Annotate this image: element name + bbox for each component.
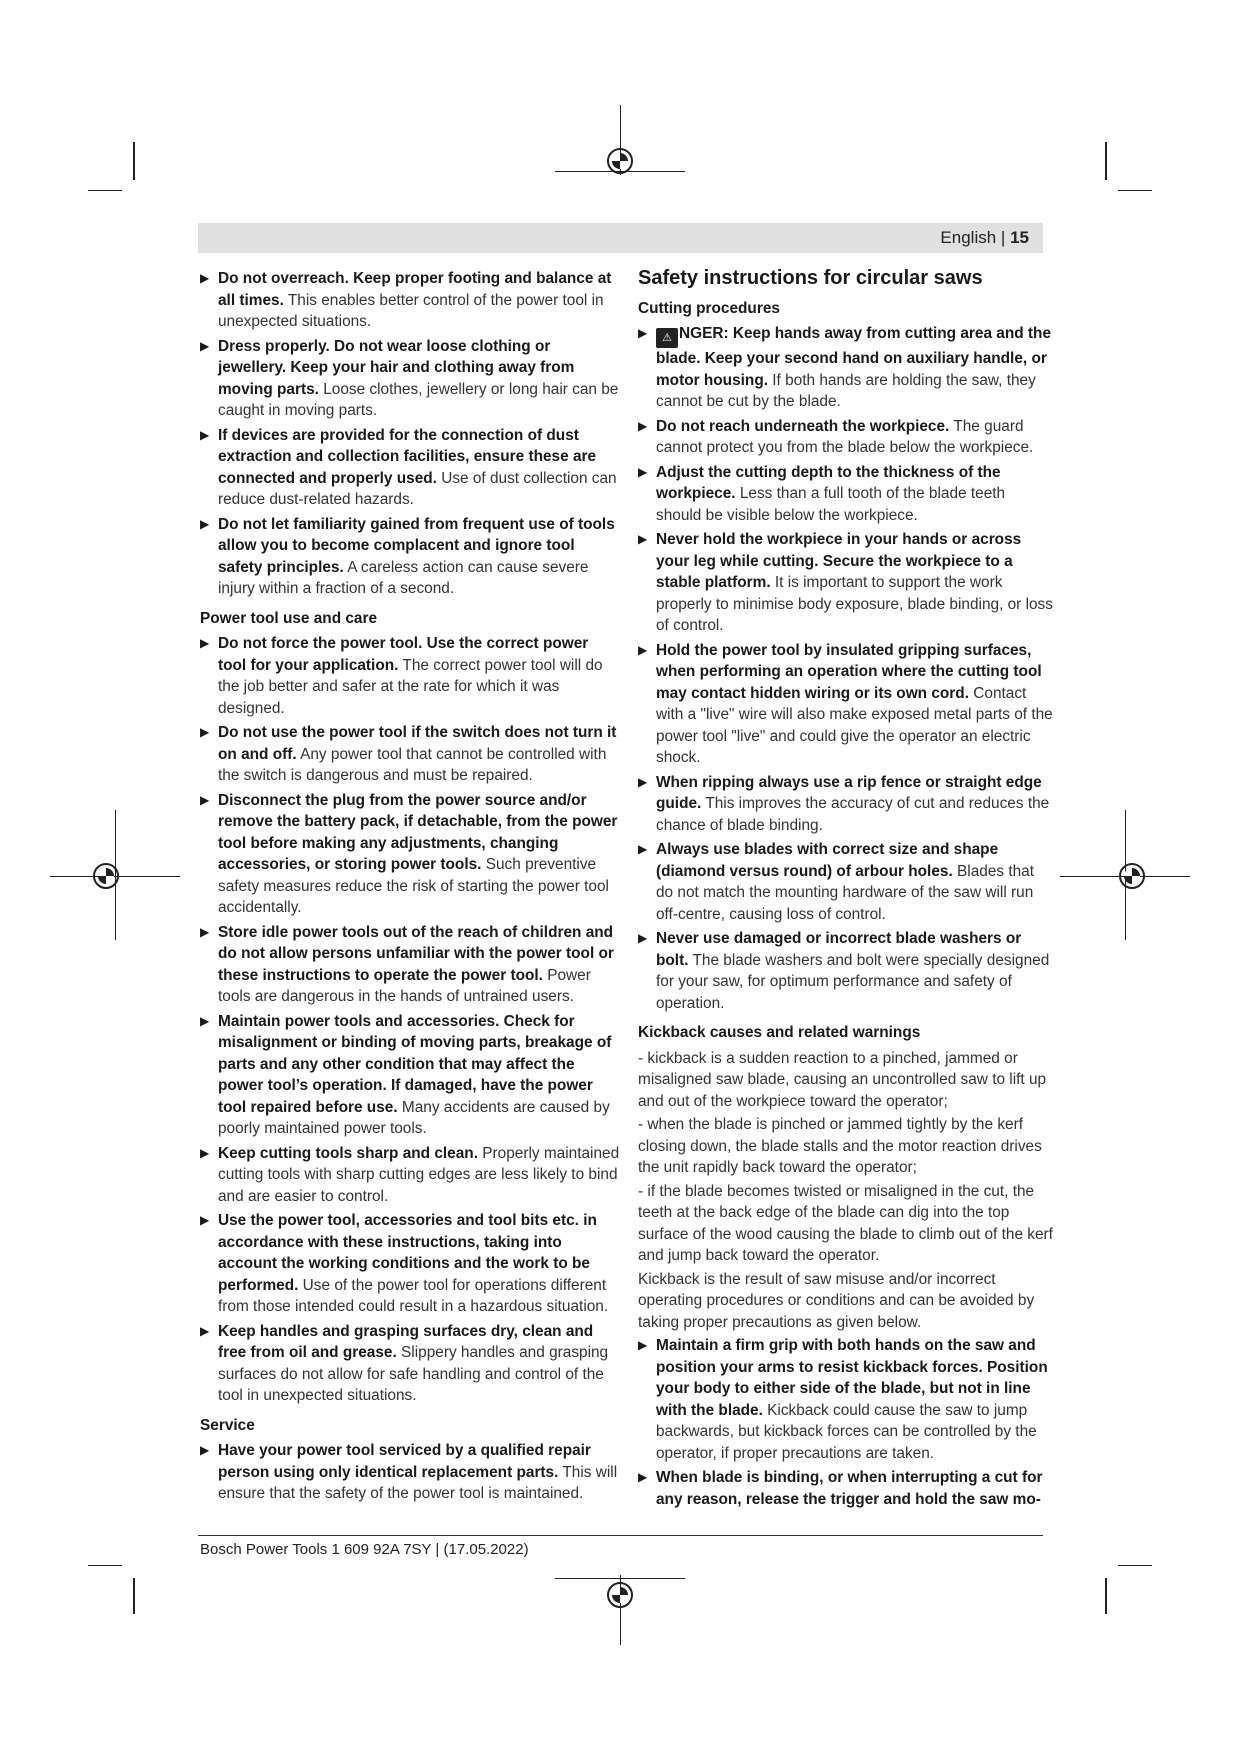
bullet-arrow-icon: ▶ bbox=[200, 516, 210, 531]
right-items-a bbox=[638, 416, 1053, 1015]
section-heading-kickback: Kickback causes and related warnings bbox=[638, 1024, 921, 1041]
list-item: ▶ When blade is binding, or when interrupting a cut for any reason, release the trigger and hold the saw mo- bbox=[638, 1469, 1043, 1508]
bullet-arrow-icon: ▶ bbox=[200, 924, 210, 939]
list-item: ▶ Hold the power tool by insulated gripping surfaces, when performing an operation where the cutting tool may contact hidden wiring or its own cord. Contact with a "live" wire will also make exposed metal parts of the power tool "live" and could give the operator an electric shock. bbox=[638, 641, 1053, 766]
bullet-arrow-icon: ▶ bbox=[200, 636, 210, 650]
crop-mark bbox=[1118, 190, 1152, 191]
crop-mark bbox=[88, 1565, 122, 1566]
bullet-arrow-icon: ▶ bbox=[638, 1470, 648, 1484]
bullet-arrow-icon: ▶ bbox=[200, 1443, 210, 1457]
section-heading-power-tool-use: Power tool use and care bbox=[200, 609, 378, 627]
bullet-arrow-icon: ▶ bbox=[638, 774, 648, 789]
left-column bbox=[200, 268, 620, 1508]
paragraph: - kickback is a sudden reaction to a pinched, jammed or misaligned saw blade, causing an uncontrolled saw to lift up and out of the workpiece toward the operator; bbox=[638, 1049, 1047, 1110]
bullet-arrow-icon: ▶ bbox=[200, 338, 210, 353]
list-item: ▶ Have your power tool serviced by a qualified repair person using only identical replacement parts. This will ensure that the safety of the power tool is maintained. bbox=[200, 1442, 618, 1502]
right-items-b bbox=[638, 1335, 1053, 1510]
registration-mark-icon bbox=[1119, 863, 1145, 889]
bullet-arrow-icon: ▶ bbox=[200, 1013, 210, 1028]
crop-mark bbox=[1105, 142, 1107, 180]
list-item: ▶ Use the power tool, accessories and tool bits etc. in accordance with these instructions, taking into account the working conditions and the work to be performed. Use of the power tool for operations different from those intended could result in a hazardous situation. bbox=[200, 1212, 609, 1315]
list-item: ▶ Adjust the cutting depth to the thickness of the workpiece. Less than a full tooth of the blade teeth should be visible below the workpiece. bbox=[638, 463, 1006, 524]
page-header bbox=[198, 223, 1043, 253]
list-item: ▶ Never use damaged or incorrect blade washers or bolt. The blade washers and bolt were specially designed for your saw, for optimum performance and safety of operation. bbox=[638, 930, 1050, 1012]
bullet-arrow-icon: ▶ bbox=[638, 418, 648, 433]
footer-rule bbox=[198, 1535, 1043, 1536]
list-item: ▶ Dress properly. Do not wear loose clothing or jewellery. Keep your hair and clothing away from moving parts. Loose clothes, jewellery or long hair can be caught in moving parts. bbox=[200, 337, 619, 419]
header-language: English bbox=[940, 228, 997, 247]
bullet-arrow-icon: ▶ bbox=[200, 271, 210, 285]
danger-item: ▶ ⚠ NGER: Keep hands away from cutting area and the blade. Keep your second hand on auxiliary handle, or motor housing. If both hands are holding the saw, they cannot be cut by the blade. bbox=[638, 325, 1052, 410]
header-separator: | bbox=[1000, 228, 1006, 247]
crop-mark bbox=[1118, 1565, 1152, 1566]
list-item: ▶ When ripping always use a rip fence or straight edge guide. This improves the accuracy of cut and reduces the chance of blade binding. bbox=[638, 773, 1050, 834]
registration-mark-icon bbox=[93, 863, 119, 889]
list-item: ▶ Maintain power tools and accessories. Check for misalignment or binding of moving parts, breakage of parts and any other condition that may affect the power tool’s operation. If damaged, have the power tool repaired before use. Many accidents are caused by poorly maintained power tools. bbox=[200, 1012, 612, 1137]
paragraph: - if the blade becomes twisted or misaligned in the cut, the teeth at the back edge of the blade can dig into the top surface of the wood causing the blade to climb out of the kerf and jump back toward the operator. bbox=[638, 1182, 1053, 1264]
registration-mark-icon bbox=[607, 148, 633, 174]
bullet-arrow-icon: ▶ bbox=[200, 725, 210, 739]
paragraph: Kickback is the result of saw misuse and/or incorrect operating procedures or conditions and can be avoided by taking proper precautions as given below. bbox=[638, 1270, 1035, 1331]
list-item: ▶ Disconnect the plug from the power source and/or remove the battery pack, if detachable, from the power tool before making any adjustments, changing accessories, or storing power tools. Such preventive safety measures reduce the risk of starting the power tool accidentally. bbox=[200, 791, 618, 916]
list-item: ▶ Do not force the power tool. Use the correct power tool for your application. The correct power tool will do the job better and safer at the rate for which it was designed. bbox=[200, 635, 603, 717]
crop-mark bbox=[1105, 1578, 1107, 1614]
warning-triangle-icon: ⚠ bbox=[656, 328, 678, 348]
left-items-c bbox=[200, 1440, 620, 1505]
left-items-a bbox=[200, 268, 620, 600]
crop-mark bbox=[133, 142, 135, 180]
right-column bbox=[638, 268, 1053, 1513]
bullet-arrow-icon: ▶ bbox=[638, 326, 648, 340]
list-item: ▶ If devices are provided for the connection of dust extraction and collection facilities, ensure these are connected and properly used. Use of dust collection can reduce dust-related hazards. bbox=[200, 426, 617, 508]
bullet-arrow-icon: ▶ bbox=[200, 792, 210, 807]
registration-line bbox=[555, 1578, 685, 1579]
list-item: ▶ Keep handles and grasping surfaces dry, clean and free from oil and grease. Slippery handles and grasping surfaces do not allow for safe handling and control of the tool in unexpected situations. bbox=[200, 1322, 609, 1404]
list-item: ▶ Do not reach underneath the workpiece. The guard cannot protect you from the blade below the workpiece. bbox=[638, 417, 1034, 456]
bullet-arrow-icon: ▶ bbox=[638, 931, 648, 945]
bullet-arrow-icon: ▶ bbox=[200, 1213, 210, 1227]
section-heading-cutting-procedures: Cutting procedures bbox=[638, 299, 780, 317]
list-item: ▶ Store idle power tools out of the reach of children and do not allow persons unfamiliar with the power tool or these instructions to operate the power tool. Power tools are dangerous in the hands of untrained users. bbox=[200, 923, 614, 1005]
list-item: ▶ Always use blades with correct size and shape (diamond versus round) of arbour holes. Blades that do not match the mounting hardware of the saw will run off-centre, causing loss of control. bbox=[638, 841, 1035, 923]
section-heading-service: Service bbox=[200, 1416, 255, 1434]
header-text bbox=[940, 228, 1029, 248]
bullet-arrow-icon: ▶ bbox=[638, 532, 648, 546]
bullet-arrow-icon: ▶ bbox=[638, 1338, 648, 1352]
bullet-arrow-icon: ▶ bbox=[638, 464, 648, 479]
list-item: ▶ Do not use the power tool if the switch does not turn it on and off. Any power tool that cannot be controlled with the switch is dangerous and must be repaired. bbox=[200, 724, 617, 784]
registration-mark-icon bbox=[607, 1582, 633, 1608]
crop-mark bbox=[88, 190, 122, 191]
bullet-arrow-icon: ▶ bbox=[638, 642, 648, 657]
section-title-circular-saws: Safety instructions for circular saws bbox=[638, 267, 983, 289]
crop-mark bbox=[133, 1578, 135, 1614]
list-item: ▶ Keep cutting tools sharp and clean. Properly maintained cutting tools with sharp cutting edges are less likely to bind and are easier to control. bbox=[200, 1144, 620, 1205]
bullet-arrow-icon: ▶ bbox=[638, 842, 648, 856]
bullet-arrow-icon: ▶ bbox=[200, 1323, 210, 1338]
list-item: ▶ Do not overreach. Keep proper footing and balance at all times. This enables better control of the power tool in unexpected situations. bbox=[200, 270, 612, 330]
page-footer: Bosch Power Tools 1 609 92A 7SY | (17.05.2022) bbox=[200, 1541, 529, 1558]
bullet-arrow-icon: ▶ bbox=[200, 427, 210, 442]
list-item: ▶ Never hold the workpiece in your hands or across your leg while cutting. Secure the workpiece to a stable platform. It is important to support the work properly to minimise body exposure, blade binding, or loss of control. bbox=[638, 531, 1053, 634]
left-items-b bbox=[200, 633, 620, 1407]
page-number: 15 bbox=[1010, 228, 1029, 247]
paragraph: - when the blade is pinched or jammed tightly by the kerf closing down, the blade stalls and the motor reaction drives the unit rapidly back toward the operator; bbox=[638, 1116, 1042, 1176]
list-item: ▶ Do not let familiarity gained from frequent use of tools allow you to become complacent and ignore tool safety principles. A careless action can cause severe injury within a fraction of a second. bbox=[200, 515, 615, 597]
bullet-arrow-icon: ▶ bbox=[200, 1145, 210, 1160]
list-item: ▶ Maintain a firm grip with both hands on the saw and position your arms to resist kickback forces. Position your body to either side of the blade, but not in line with the blade. Kickback could cause the saw to jump backwards, but kickback forces can be controlled by the operator, if proper precautions are taken. bbox=[638, 1337, 1048, 1462]
